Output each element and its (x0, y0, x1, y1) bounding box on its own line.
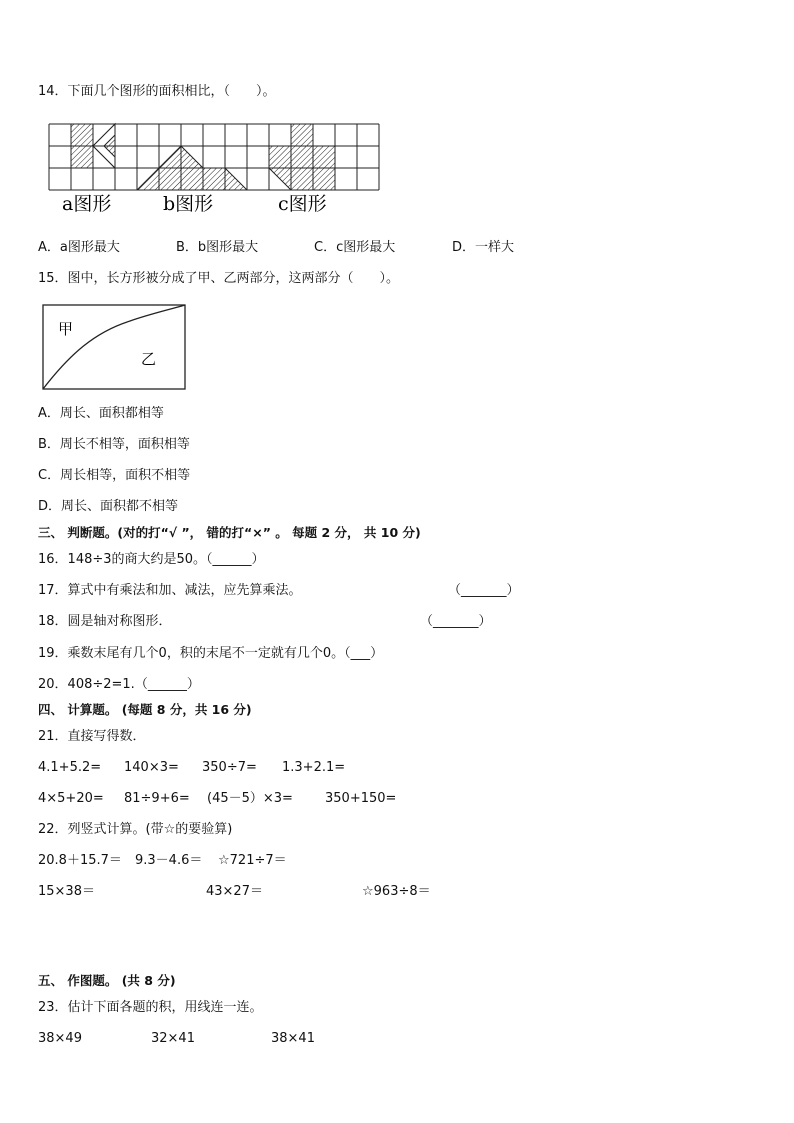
q22-stem: 22．列竖式计算。(带☆的要验算) (38, 822, 233, 837)
q14-option-c: C．c图形最大 (314, 240, 396, 255)
q21-expr: 1.3+2.1= (282, 760, 346, 775)
fig-label-b: b图形 (163, 193, 214, 215)
q15-option-c: C．周长相等，面积不相等 (38, 468, 191, 483)
fig-label-a: a图形 (62, 193, 112, 215)
q14-option-b: B．b图形最大 (176, 240, 259, 255)
q14-option-d: D．一样大 (452, 240, 515, 255)
q22-expr: 20.8＋15.7＝ (38, 853, 122, 868)
q23-expr: 32×41 (151, 1031, 195, 1046)
q22-expr: 9.3－4.6＝ (135, 853, 203, 868)
q15-option-b: B．周长不相等，面积相等 (38, 437, 190, 452)
q18: 18．圆是轴对称图形． (38, 614, 172, 629)
q21-expr: 350+150= (325, 791, 397, 806)
q19: 19．乘数末尾有几个0，积的末尾不一定就有几个0。（___） (38, 646, 384, 661)
q21-expr: 350÷7= (202, 760, 257, 775)
q22-expr: 15×38＝ (38, 884, 95, 899)
q21-expr: 140×3= (124, 760, 179, 775)
q20: 20．408÷2=1.（______） (38, 677, 200, 692)
q17-blank[interactable]: （_______） (448, 583, 520, 598)
q23-stem: 23．估计下面各题的积，用线连一连。 (38, 1000, 263, 1015)
figure-c (269, 124, 335, 190)
q15-rectangle-figure (40, 302, 190, 392)
q15-stem: 15．图中，长方形被分成了甲、乙两部分，这两部分（ ）。 (38, 271, 400, 286)
q22-expr: ☆963÷8＝ (362, 884, 431, 899)
q21-expr: 4.1+5.2= (38, 760, 102, 775)
q21-stem: 21．直接写得数． (38, 729, 146, 744)
q16: 16．148÷3的商大约是50。（______） (38, 552, 265, 567)
q15-option-a: A．周长、面积都相等 (38, 406, 164, 421)
q22-expr: 43×27＝ (206, 884, 263, 899)
q21-expr: (45－5）×3= (207, 791, 293, 806)
section4-title: 四、 计算题。 (每题 8 分，共 16 分) (38, 702, 252, 717)
section5-title: 五、 作图题。 (共 8 分) (38, 973, 176, 988)
label-yi: 乙 (141, 350, 157, 368)
q14-grid-figure (40, 118, 380, 218)
q21-expr: 4×5+20= (38, 791, 104, 806)
q14-option-a: A．a图形最大 (38, 240, 120, 255)
section3-title: 三、 判断题。(对的打“√ ”， 错的打“×” 。 每题 2 分， 共 10 分) (38, 525, 421, 540)
q14-stem: 14．下面几个图形的面积相比，（ ）。 (38, 84, 276, 99)
label-jia: 甲 (58, 320, 74, 338)
q23-expr: 38×49 (38, 1031, 82, 1046)
fig-label-c: c图形 (278, 193, 327, 215)
q18-blank[interactable]: （_______） (420, 614, 492, 629)
q21-expr: 81÷9+6= (124, 791, 190, 806)
q17: 17．算式中有乘法和加、减法，应先算乘法。 (38, 583, 302, 598)
q22-expr: ☆721÷7＝ (218, 853, 287, 868)
q23-expr: 38×41 (271, 1031, 315, 1046)
q15-option-d: D．周长、面积都不相等 (38, 499, 179, 514)
